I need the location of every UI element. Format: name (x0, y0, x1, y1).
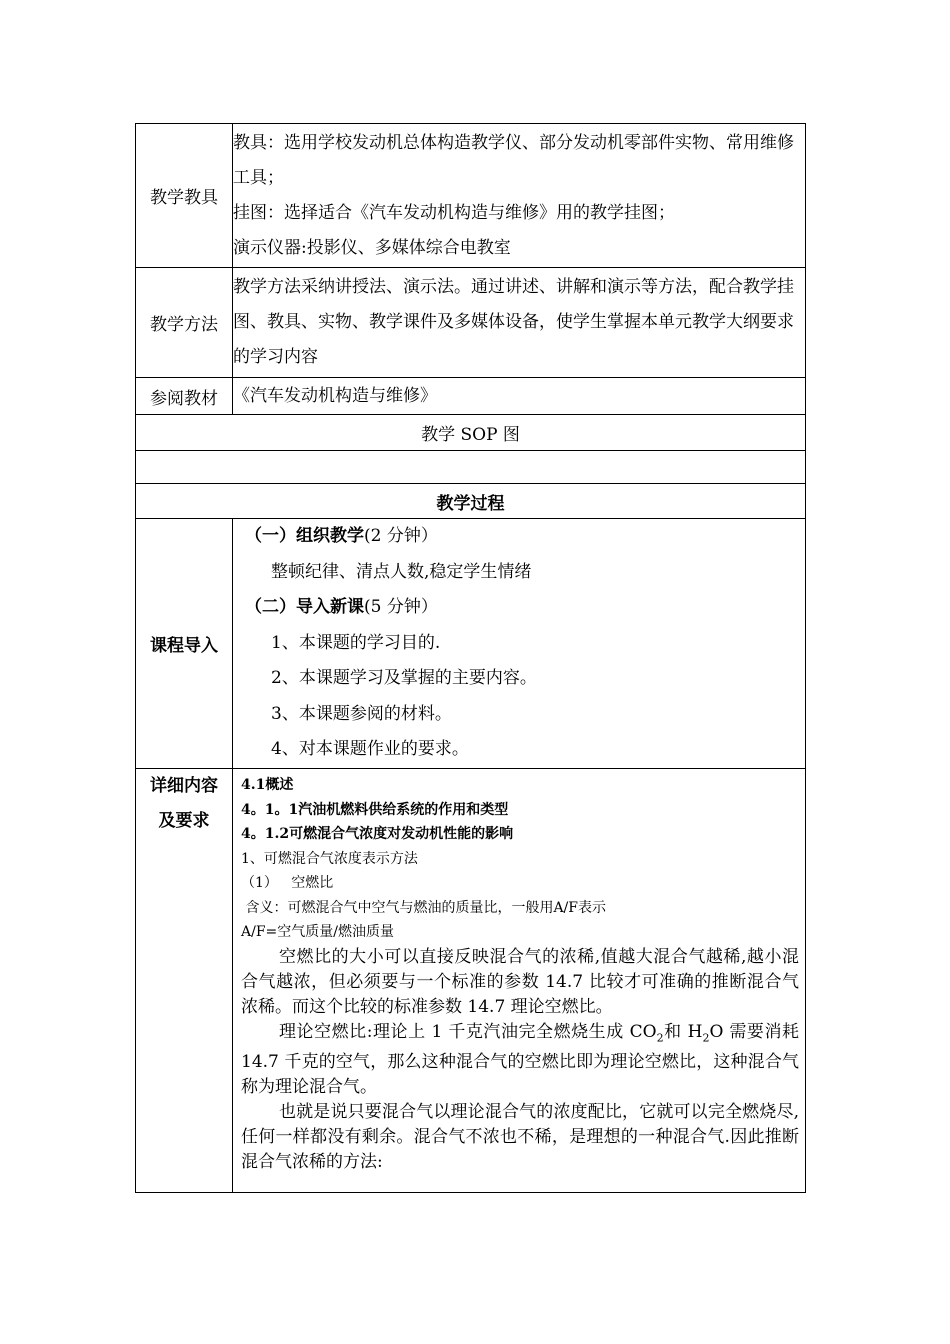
new-lesson-heading-text: （二）导入新课 (245, 597, 364, 617)
detail-paragraph-2-b: 和 H (663, 1021, 703, 1042)
detail-line-1: 1、可燃混合气浓度表示方法 (241, 850, 418, 867)
reference-textbook-content: 《汽车发动机构造与维修》 (233, 378, 806, 415)
intro-item-4: 4、对本课题作业的要求。 (271, 739, 469, 759)
row-detail (136, 769, 806, 1193)
teaching-method-content: 教学方法采纳讲授法、演示法。通过讲述、讲解和演示等方法，配合教学挂图、教具、实物、教学课件及多媒体设备，使学生掌握本单元教学大纲要求的学习内容 (233, 268, 806, 378)
detail-paragraph-2-a: 理论空燃比:理论上 1 千克汽油完全燃烧生成 CO (279, 1021, 657, 1042)
sop-diagram-area (136, 451, 806, 484)
new-lesson-heading (233, 590, 805, 626)
detail-line-3: 含义：可燃混合气中空气与燃油的质量比，一般用A/F表示 (241, 899, 606, 916)
row-process-title (136, 484, 806, 519)
row-reference-textbook (136, 378, 806, 415)
detail-content (233, 769, 806, 1193)
organize-time: (2 分钟） (364, 526, 438, 546)
detail-label (136, 769, 233, 1193)
sop-title: 教学 SOP 图 (136, 415, 806, 451)
course-intro-label: 课程导入 (136, 519, 233, 769)
detail-heading-1: 4.1概述 (241, 777, 294, 793)
row-teaching-method (136, 268, 806, 378)
teaching-aids-line-3: 演示仪器:投影仪、多媒体综合电教室 (233, 237, 511, 258)
detail-heading-3: 4。1.2可燃混合气浓度对发动机性能的影响 (241, 826, 514, 842)
new-lesson-time: (5 分钟） (364, 597, 438, 617)
intro-item-1: 1、本课题的学习目的. (271, 632, 441, 653)
detail-paragraph-2-c: O 需要消耗 14.7 千克的空气，那么这种混合气的空燃比即为理论空燃比，这种混合气称为理论混合气。 (241, 1021, 799, 1097)
teaching-method-label: 教学方法 (136, 268, 233, 378)
detail-line-4: A/F=空气质量/燃油质量 (241, 924, 394, 940)
teaching-aids-content (233, 124, 806, 268)
teaching-aids-line-1: 教具：选用学校发动机总体构造教学仪、部分发动机零部件实物、常用维修工具； (233, 132, 794, 188)
organize-heading-text: （一）组织教学 (245, 526, 364, 546)
organize-body: 整顿纪律、清点人数,稳定学生情绪 (271, 561, 532, 582)
teaching-aids-label: 教学教具 (136, 124, 233, 268)
lesson-plan-table (135, 123, 806, 1193)
detail-line-2: （1） 空燃比 (241, 875, 334, 891)
h2o-subscript: 2 (702, 1030, 710, 1044)
row-course-intro (136, 519, 806, 769)
course-intro-content (233, 519, 806, 769)
intro-item-2: 2、本课题学习及掌握的主要内容。 (271, 668, 537, 688)
detail-paragraph-1: 空燃比的大小可以直接反映混合气的浓稀,值越大混合气越稀,越小混合气越浓，但必须要与一个标准的参数 14.7 比较才可准确的推断混合气浓稀。而这个比较的标准参数 14.7 理论空燃比。 (241, 946, 799, 1017)
teaching-aids-line-2: 挂图：选择适合《汽车发动机构造与维修》用的教学挂图； (233, 202, 675, 223)
reference-textbook-label: 参阅教材 (136, 378, 233, 415)
intro-item-3: 3、本课题参阅的材料。 (271, 703, 452, 724)
detail-paragraph-2 (241, 1020, 799, 1100)
detail-label-line-1: 详细内容 (150, 776, 218, 796)
row-sop-empty (136, 451, 806, 484)
row-sop-title (136, 415, 806, 451)
detail-heading-2: 4。1。1汽油机燃料供给系统的作用和类型 (241, 801, 509, 818)
process-title: 教学过程 (136, 484, 806, 519)
detail-paragraph-3: 也就是说只要混合气以理论混合气的浓度配比，它就可以完全燃烧尽,任何一样都没有剩余。混合气不浓也不稀，是理想的一种混合气.因此推断混合气浓稀的方法: (241, 1101, 799, 1172)
co2-subscript: 2 (656, 1030, 664, 1044)
detail-label-line-2: 及要求 (158, 811, 210, 831)
organize-heading (233, 519, 805, 555)
row-teaching-aids (136, 124, 806, 268)
